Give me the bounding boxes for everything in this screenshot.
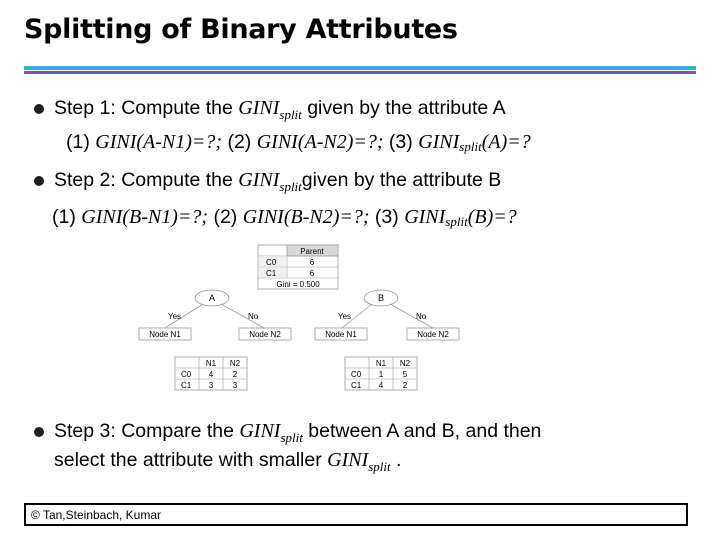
s1-gini-a-n1: GINI(A-N1)=?; — [95, 131, 223, 153]
parent-gini: Gini = 0.500 — [276, 280, 320, 289]
tree-b-c1-n2: 2 — [402, 381, 408, 390]
tree-a-c1-n1: 3 — [208, 381, 214, 390]
tree-a — [139, 290, 291, 390]
step-3-gini: GINI — [239, 420, 281, 442]
tree-a-left-node: Node N1 — [149, 330, 181, 339]
tree-a-col-n1: N1 — [205, 359, 217, 368]
s2-split: split — [445, 214, 468, 229]
bullet-step-1 — [34, 104, 44, 114]
tree-a-c1-n2: 3 — [232, 381, 238, 390]
copyright-text: © Tan,Steinbach, Kumar — [31, 508, 162, 522]
parent-row-c0-value: 6 — [309, 258, 315, 267]
tree-b-col-n2: N2 — [399, 359, 411, 368]
step-1-suffix: given by the attribute A — [301, 97, 506, 119]
s2-gini-split: GINI — [404, 206, 446, 228]
tree-b-left-node: Node N1 — [325, 330, 357, 339]
tree-a-row-c0-label: C0 — [181, 370, 192, 379]
step-3-line-2 — [54, 449, 401, 478]
s2-num-3: (3) — [369, 206, 405, 228]
tree-b-yes: Yes — [338, 312, 352, 321]
step-3b-gini: GINI — [327, 449, 369, 471]
tree-b-no: No — [416, 312, 427, 321]
tree-a-col-n2: N2 — [229, 359, 241, 368]
step-3-suffix: between A and B, and then — [302, 420, 542, 442]
s1-num-2: (2) — [222, 131, 257, 153]
tree-b — [315, 290, 459, 390]
s2-gini-b-n2: GINI(B-N2)=?; — [242, 206, 370, 228]
tree-b-c0-n2: 5 — [402, 370, 408, 379]
step-2-suffix: given by the attribute B — [301, 169, 502, 191]
step-1-prefix: Step 1: Compute the — [54, 97, 239, 119]
step-1-line — [54, 97, 506, 126]
s1-a-eq: (A)=? — [481, 131, 531, 153]
tree-b-right-node: Node N2 — [417, 330, 449, 339]
slide-title: Splitting of Binary Attributes — [24, 14, 458, 45]
footer-box — [24, 503, 688, 526]
parent-row-c1-value: 6 — [309, 269, 315, 278]
s2-gini-b-n1: GINI(B-N1)=?; — [81, 206, 209, 228]
tree-b-c1-n1: 4 — [378, 381, 384, 390]
tree-a-right-node: Node N2 — [249, 330, 281, 339]
step-3b-split: split — [368, 459, 391, 474]
parent-header: Parent — [300, 247, 324, 256]
step-3-split: split — [280, 430, 303, 445]
step-3-line — [54, 420, 541, 449]
tree-a-c0-n1: 4 — [208, 370, 214, 379]
step-2-split: split — [279, 179, 302, 194]
s1-split: split — [459, 139, 482, 154]
bullet-step-3 — [34, 427, 44, 437]
step-3b-prefix: select the attribute with smaller — [54, 449, 328, 471]
step-1-split: split — [279, 107, 302, 122]
step-2-prefix: Step 2: Compute the — [54, 169, 239, 191]
s1-gini-split: GINI — [418, 131, 460, 153]
tree-a-c0-n2: 2 — [232, 370, 238, 379]
tree-a-yes: Yes — [168, 312, 182, 321]
s1-num-3: (3) — [383, 131, 419, 153]
s1-gini-a-n2: GINI(A-N2)=?; — [256, 131, 384, 153]
s2-num-2: (2) — [208, 206, 243, 228]
bullet-step-2 — [34, 176, 44, 186]
tree-b-c0-n1: 1 — [378, 370, 384, 379]
tree-b-row-c0-label: C0 — [351, 370, 362, 379]
split-diagram — [0, 240, 720, 400]
tree-b-node: B — [377, 293, 385, 303]
s2-b-eq: (B)=? — [467, 206, 517, 228]
parent-row-c1-label: C1 — [266, 269, 277, 278]
title-rule-blue — [24, 66, 696, 70]
step-2-gini: GINI — [238, 169, 280, 191]
tree-a-no: No — [248, 312, 259, 321]
tree-b-col-n1: N1 — [375, 359, 387, 368]
step-1-gini: GINI — [238, 97, 280, 119]
step-2-subline — [52, 206, 517, 233]
s2-num-1: (1) — [52, 206, 82, 228]
tree-a-node: A — [208, 293, 216, 303]
title-rule-purple — [24, 71, 696, 74]
step-3b-suffix: . — [390, 449, 402, 471]
step-3-prefix: Step 3: Compare the — [54, 420, 240, 442]
s1-num-1: (1) — [66, 131, 96, 153]
tree-b-row-c1-label: C1 — [351, 381, 362, 390]
parent-table — [258, 245, 338, 289]
step-2-line — [54, 169, 501, 198]
step-1-subline — [66, 131, 531, 158]
tree-a-row-c1-label: C1 — [181, 381, 192, 390]
parent-row-c0-label: C0 — [266, 258, 277, 267]
